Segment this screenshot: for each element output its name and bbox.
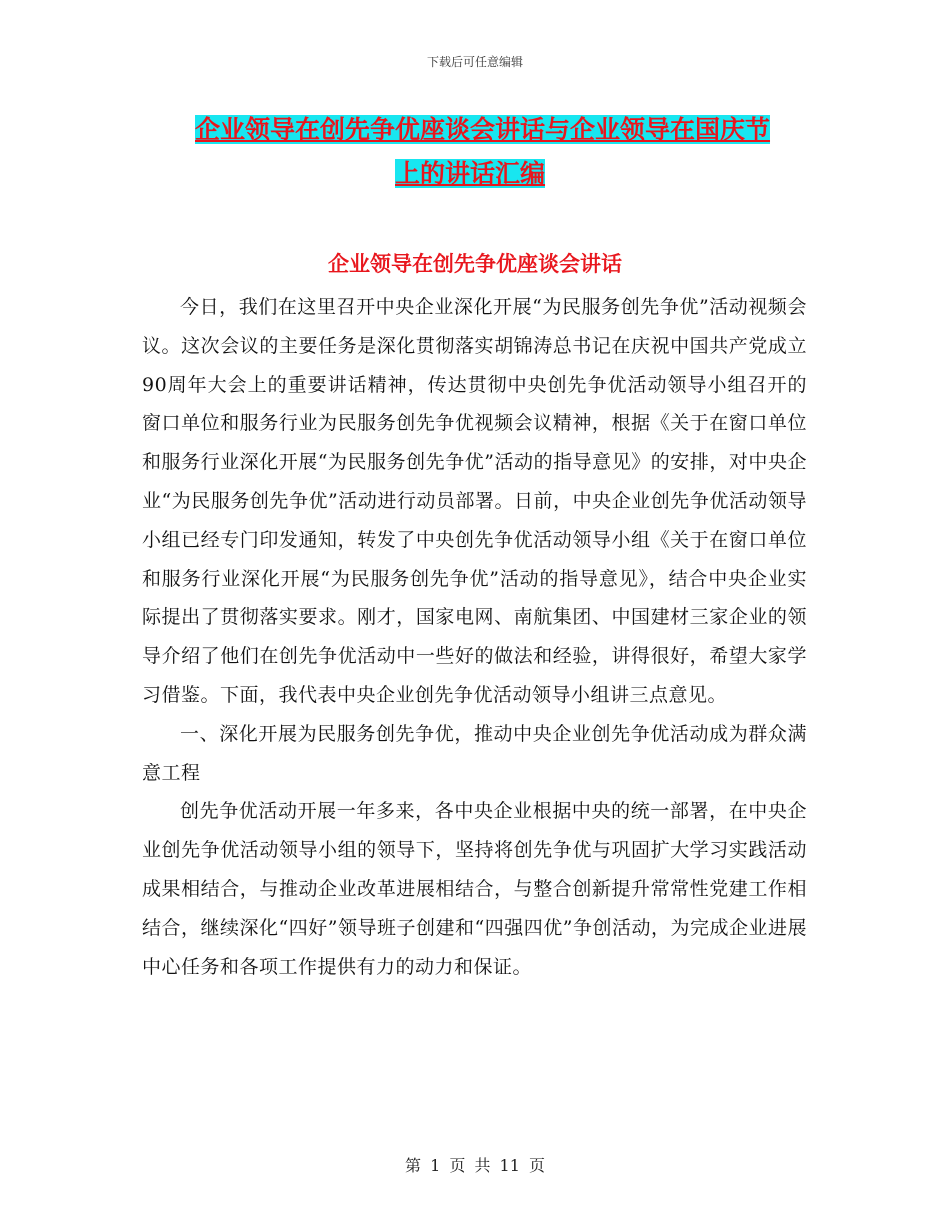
document-title	[195, 108, 805, 196]
header-note: 下载后可任意编辑	[426, 55, 523, 69]
section-title: 企业领导在创先争优座谈会讲话	[328, 251, 622, 276]
body-text	[142, 288, 807, 986]
document-title-line-1: 企业领导在创先争优座谈会讲话与企业领导在国庆节	[195, 115, 771, 144]
paragraph: 创先争优活动开展一年多来，各中央企业根据中央的统一部署，在中央企业创先争优活动领导小组的领导下，坚持将创先争优与巩固扩大学习实践活动成果相结合，与推动企业改革进展相结合，与整合创新提升常常性党建工作相结合，继续深化“四好”领导班子创建和“四强四优”争创活动，为完成企业进展中心任务和各项工作提供有力的动力和保证。	[142, 800, 807, 978]
paragraph: 今日，我们在这里召开中央企业深化开展“为民服务创先争优”活动视频会议。这次会议的主要任务是深化贯彻落实胡锦涛总书记在庆祝中国共产党成立90周年大会上的重要讲话精神，传达贯彻中央创先争优活动领导小组召开的窗口单位和服务行业为民服务创先争优视频会议精神，根据《关于在窗口单位和服务行业深化开展“为民服务创先争优”活动的指导意见》的安排，对中央企业“为民服务创先争优”活动进行动员部署。日前，中央企业创先争优活动领导小组已经专门印发通知，转发了中央创先争优活动领导小组《关于在窗口单位和服务行业深化开展“为民服务创先争优”活动的指导意见》，结合中央企业实际提出了贯彻落实要求。刚才，国家电网、南航集团、中国建材三家企业的领导介绍了他们在创先争优活动中一些好的做法和经验，讲得很好，希望大家学习借鉴。下面，我代表中央企业创先争优活动领导小组讲三点意见。	[142, 296, 807, 706]
page-footer: 第 1 页 共 11 页	[405, 1156, 545, 1175]
paragraph: 一、深化开展为民服务创先争优，推动中央企业创先争优活动成为群众满意工程	[142, 722, 807, 784]
document-title-line-2: 上的讲话汇编	[395, 159, 546, 188]
